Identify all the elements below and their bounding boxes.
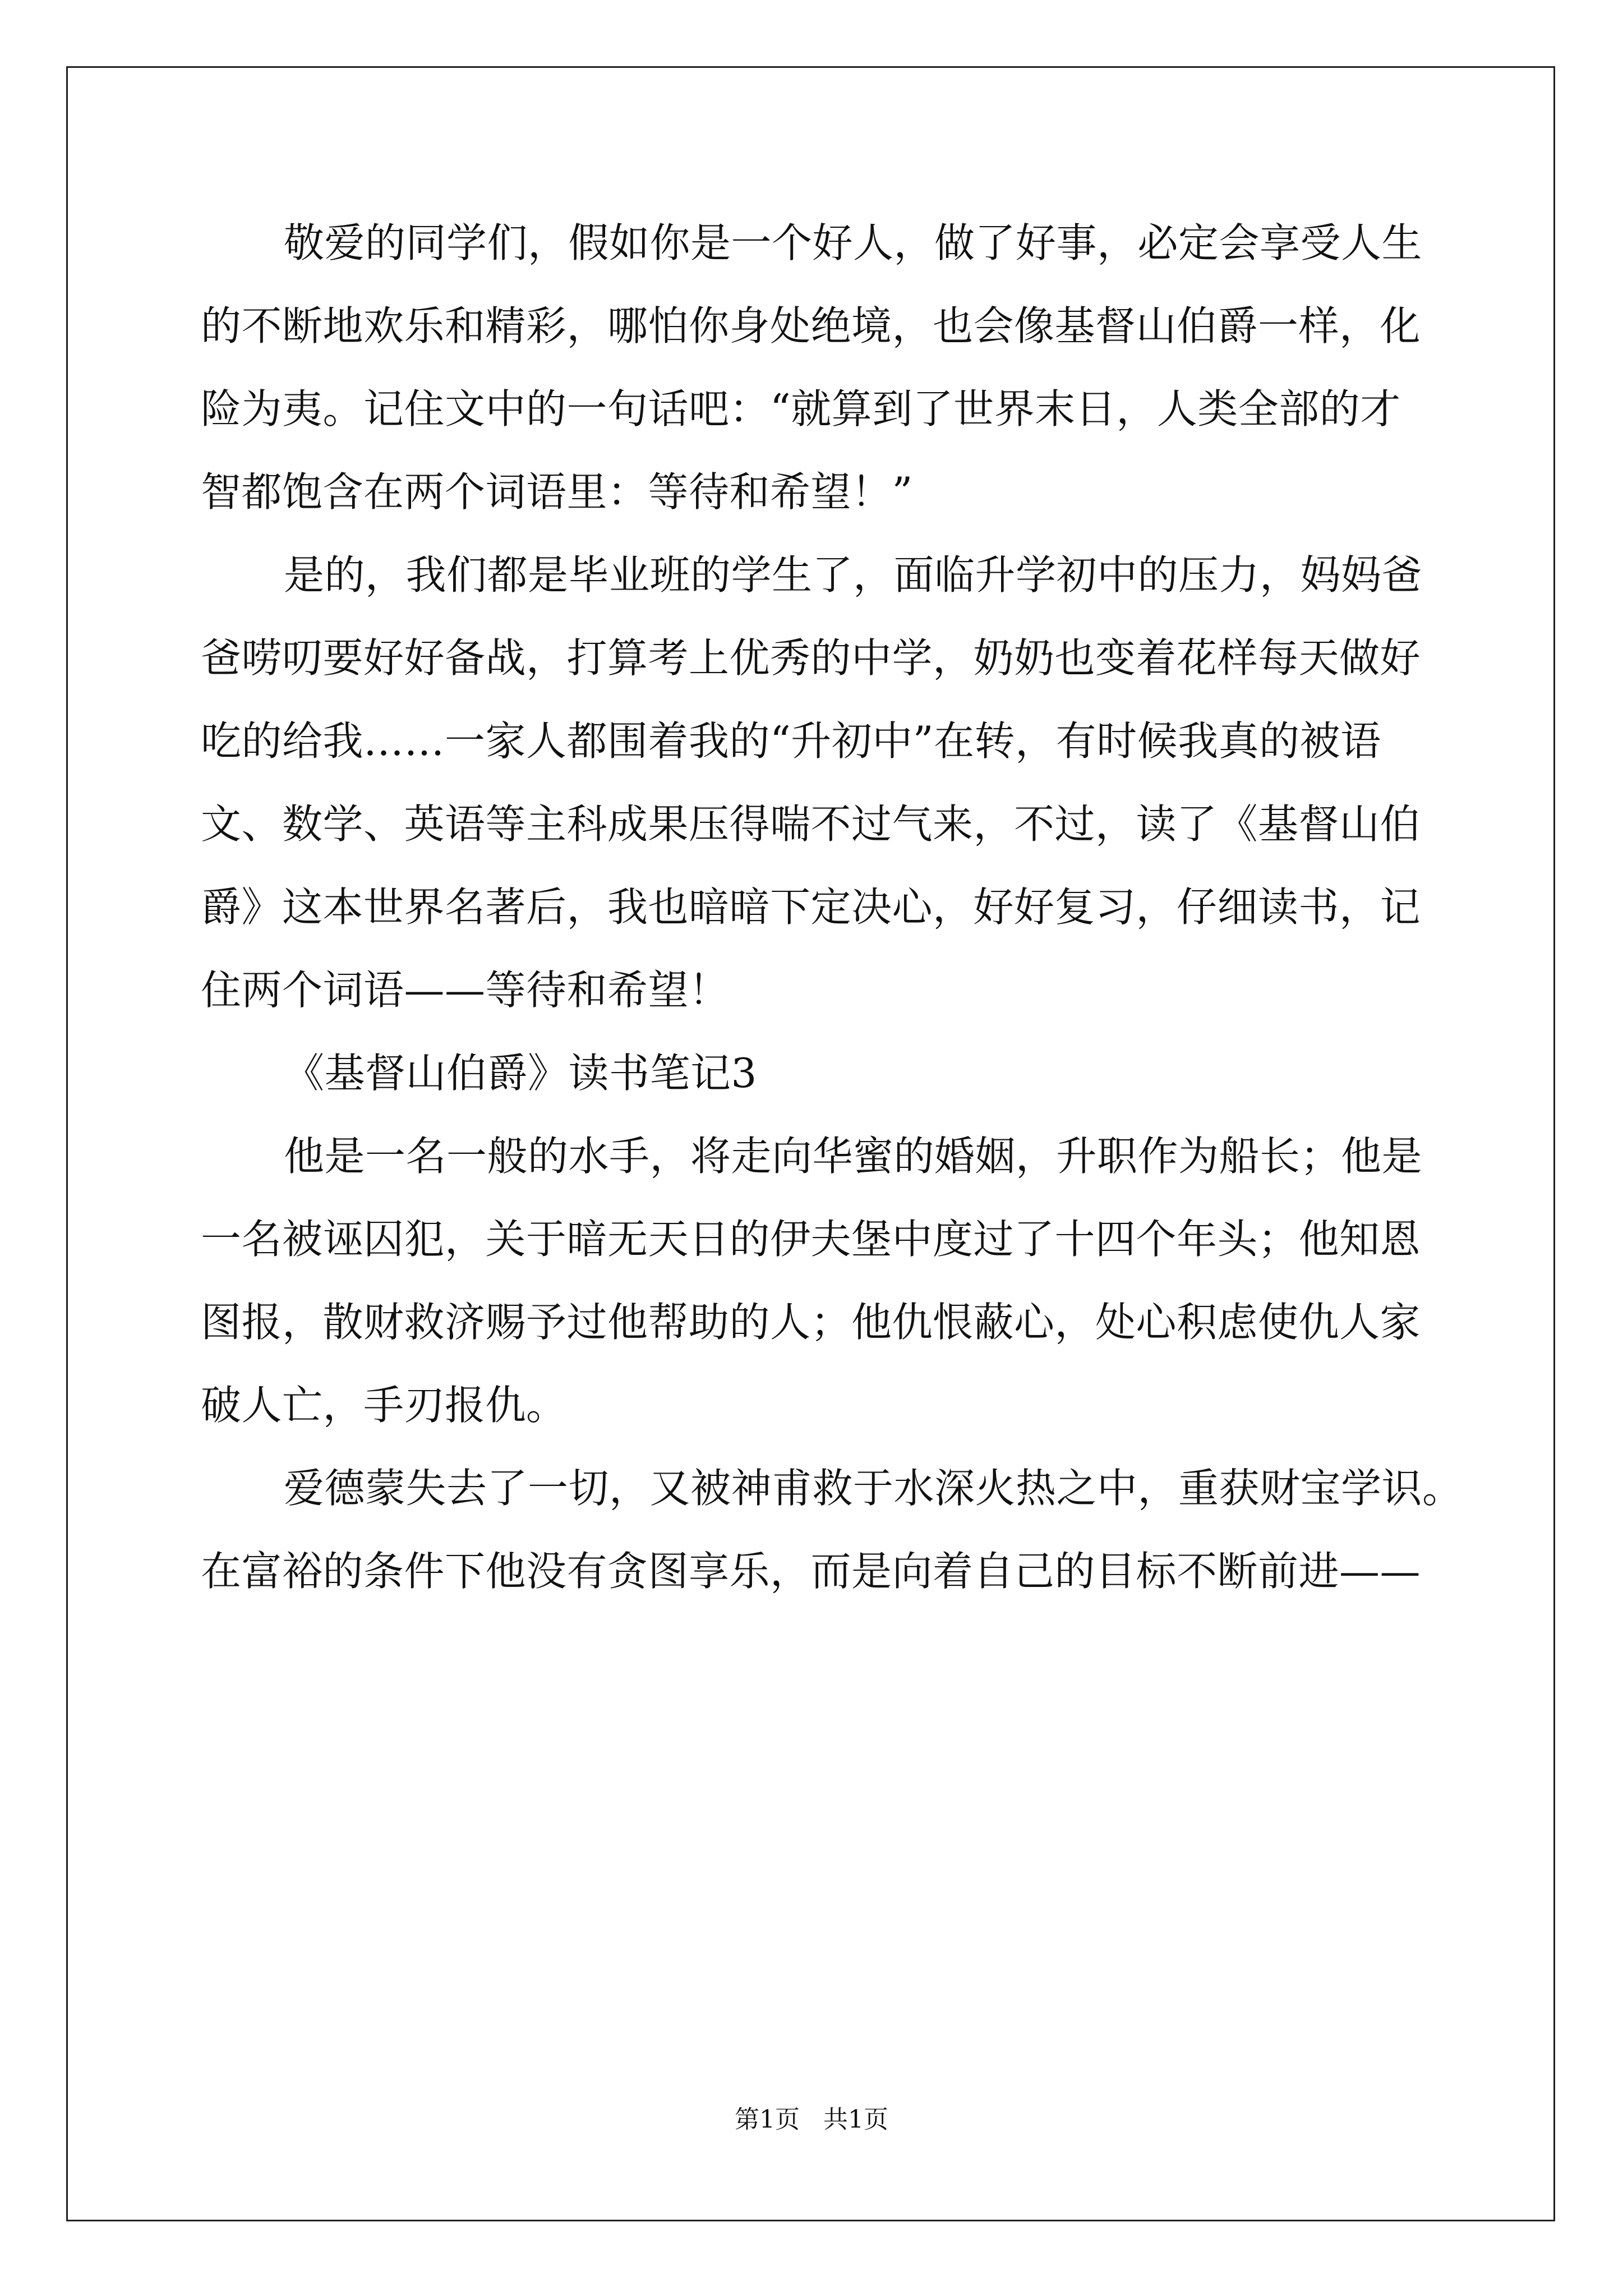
text-line: 敬爱的同学们，假如你是一个好人，做了好事，必定会享受人生: [284, 219, 1423, 266]
text-line: 在富裕的条件下他没有贪图享乐，而是向着自己的目标不断前进——: [201, 1548, 1421, 1595]
text-line: 是的，我们都是毕业班的学生了，面临升学初中的压力，妈妈爸: [284, 551, 1423, 599]
text-line: 爵》这本世界名著后，我也暗暗下定决心，好好复习，仔细读书，记: [201, 884, 1421, 931]
text-line: 图报，散财救济赐予过他帮助的人；他仇恨蔽心，处心积虑使仇人家: [201, 1299, 1421, 1346]
section-heading: 《基督山伯爵》读书笔记3: [284, 1050, 757, 1097]
page-number-footer: 第1页 共1页: [735, 2105, 888, 2134]
text-line: 破人亡，手刃报仇。: [201, 1382, 567, 1429]
text-line: 他是一名一般的水手，将走向华蜜的婚姻，升职作为船长；他是: [284, 1133, 1423, 1180]
text-line: 住两个词语——等待和希望！: [201, 967, 730, 1014]
text-line: 险为夷。记住文中的一句话吧：“就算到了世界末日，人类全部的才: [201, 385, 1401, 432]
text-line: 吃的给我……一家人都围着我的“升初中”在转，有时候我真的被语: [201, 717, 1381, 765]
text-line: 一名被诬囚犯，关于暗无天日的伊夫堡中度过了十四个年头；他知恩: [201, 1216, 1421, 1263]
text-line: 爱德蒙失去了一切，又被神甫救于水深火热之中，重获财宝学识。: [284, 1465, 1463, 1512]
text-line: 文、数学、英语等主科成果压得喘不过气来，不过，读了《基督山伯: [201, 800, 1421, 848]
text-line: 爸唠叨要好好备战，打算考上优秀的中学，奶奶也变着花样每天做好: [201, 634, 1421, 682]
text-line: 智都饱含在两个词语里：等待和希望！”: [201, 468, 913, 516]
text-line: 的不断地欢乐和精彩，哪怕你身处绝境，也会像基督山伯爵一样，化: [201, 302, 1421, 349]
